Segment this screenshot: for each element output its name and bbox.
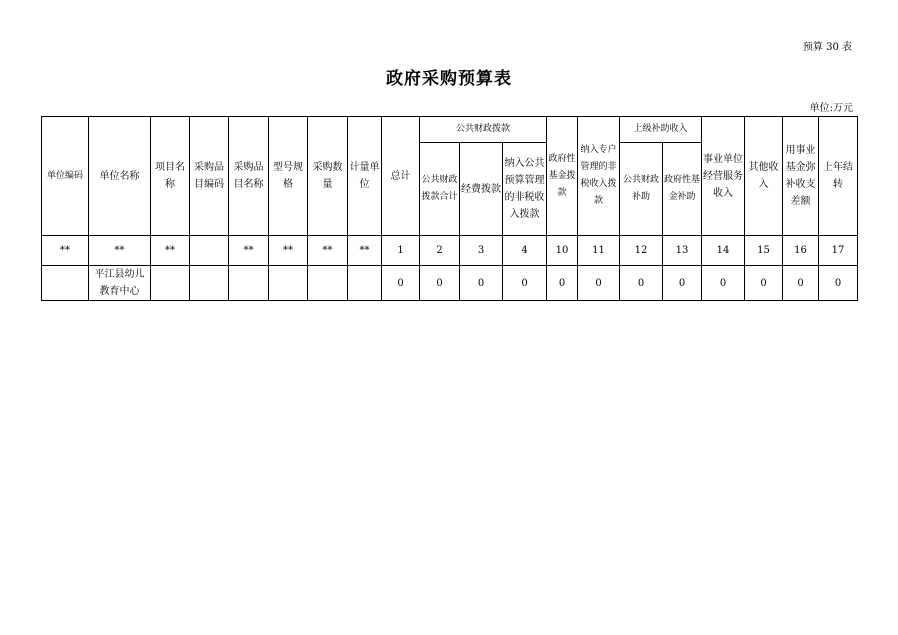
header-superior-group: 上级补助收入 xyxy=(620,117,702,143)
header-public-finance-total: 公共财政拨款合计 xyxy=(420,143,460,236)
header-model-spec: 型号规格 xyxy=(269,117,308,236)
code-row xyxy=(42,236,858,266)
table-cell: 10 xyxy=(547,236,578,266)
table-cell: ** xyxy=(89,236,151,266)
table-cell: ** xyxy=(229,236,269,266)
table-cell: ** xyxy=(308,236,348,266)
header-item-name: 采购品目名称 xyxy=(229,117,269,236)
table-cell: 0 xyxy=(745,266,783,301)
table-cell: 0 xyxy=(620,266,663,301)
table-cell xyxy=(151,266,190,301)
header-superior-fund: 政府性基金补助 xyxy=(663,143,702,236)
unit-name-cell: 平江县幼儿教育中心 xyxy=(89,266,151,301)
table-cell: 0 xyxy=(702,266,745,301)
table-cell xyxy=(190,236,229,266)
unit-label: 单位:万元 xyxy=(809,103,853,114)
table-cell: 0 xyxy=(663,266,702,301)
header-row-1 xyxy=(42,117,858,143)
table-cell: 0 xyxy=(819,266,858,301)
table-cell xyxy=(348,266,382,301)
table-cell: 16 xyxy=(783,236,819,266)
header-item-code: 采购品目编码 xyxy=(190,117,229,236)
table-cell: 17 xyxy=(819,236,858,266)
table-cell: 0 xyxy=(578,266,620,301)
header-gov-fund: 政府性基金拨款 xyxy=(547,117,578,236)
table-cell xyxy=(229,266,269,301)
table-cell xyxy=(308,266,348,301)
table-row xyxy=(42,266,858,301)
table-cell: ** xyxy=(348,236,382,266)
page-title: 政府采购预算表 xyxy=(386,69,512,89)
header-business-income: 事业单位经营服务收入 xyxy=(702,117,745,236)
table-cell: 12 xyxy=(620,236,663,266)
header-total: 总计 xyxy=(382,117,420,236)
header-non-tax-budget: 纳入公共预算管理的非税收入拨款 xyxy=(503,143,547,236)
table-cell: ** xyxy=(269,236,308,266)
procurement-budget-table xyxy=(41,116,858,301)
header-superior-public: 公共财政补助 xyxy=(620,143,663,236)
page-number: 预算 30 表 xyxy=(802,42,852,53)
header-other-income: 其他收入 xyxy=(745,117,783,236)
table-cell: 1 xyxy=(382,236,420,266)
table-cell xyxy=(42,266,89,301)
header-fund-balance: 用事业基金弥补收支差额 xyxy=(783,117,819,236)
table-cell: 0 xyxy=(460,266,503,301)
table-cell: 0 xyxy=(547,266,578,301)
header-unit-name: 单位名称 xyxy=(89,117,151,236)
table-cell xyxy=(269,266,308,301)
table-cell: ** xyxy=(42,236,89,266)
table-cell: ** xyxy=(151,236,190,266)
header-quantity: 采购数量 xyxy=(308,117,348,236)
table-cell: 0 xyxy=(382,266,420,301)
table-cell: 15 xyxy=(745,236,783,266)
table-cell: 0 xyxy=(420,266,460,301)
table-cell: 13 xyxy=(663,236,702,266)
table-cell: 2 xyxy=(420,236,460,266)
header-measure-unit: 计量单位 xyxy=(348,117,382,236)
table-cell: 4 xyxy=(503,236,547,266)
table-cell: 11 xyxy=(578,236,620,266)
header-unit-code: 单位编码 xyxy=(42,117,89,236)
header-public-finance-group: 公共财政拨款 xyxy=(420,117,547,143)
header-expense-allocation: 经费拨款 xyxy=(460,143,503,236)
header-project-name: 项目名称 xyxy=(151,117,190,236)
table-cell: 0 xyxy=(783,266,819,301)
table-cell: 14 xyxy=(702,236,745,266)
header-special-non-tax: 纳入专户管理的非税收入拨款 xyxy=(578,117,620,236)
header-carry-over: 上年结转 xyxy=(819,117,858,236)
table-cell xyxy=(190,266,229,301)
table-cell: 0 xyxy=(503,266,547,301)
table-cell: 3 xyxy=(460,236,503,266)
